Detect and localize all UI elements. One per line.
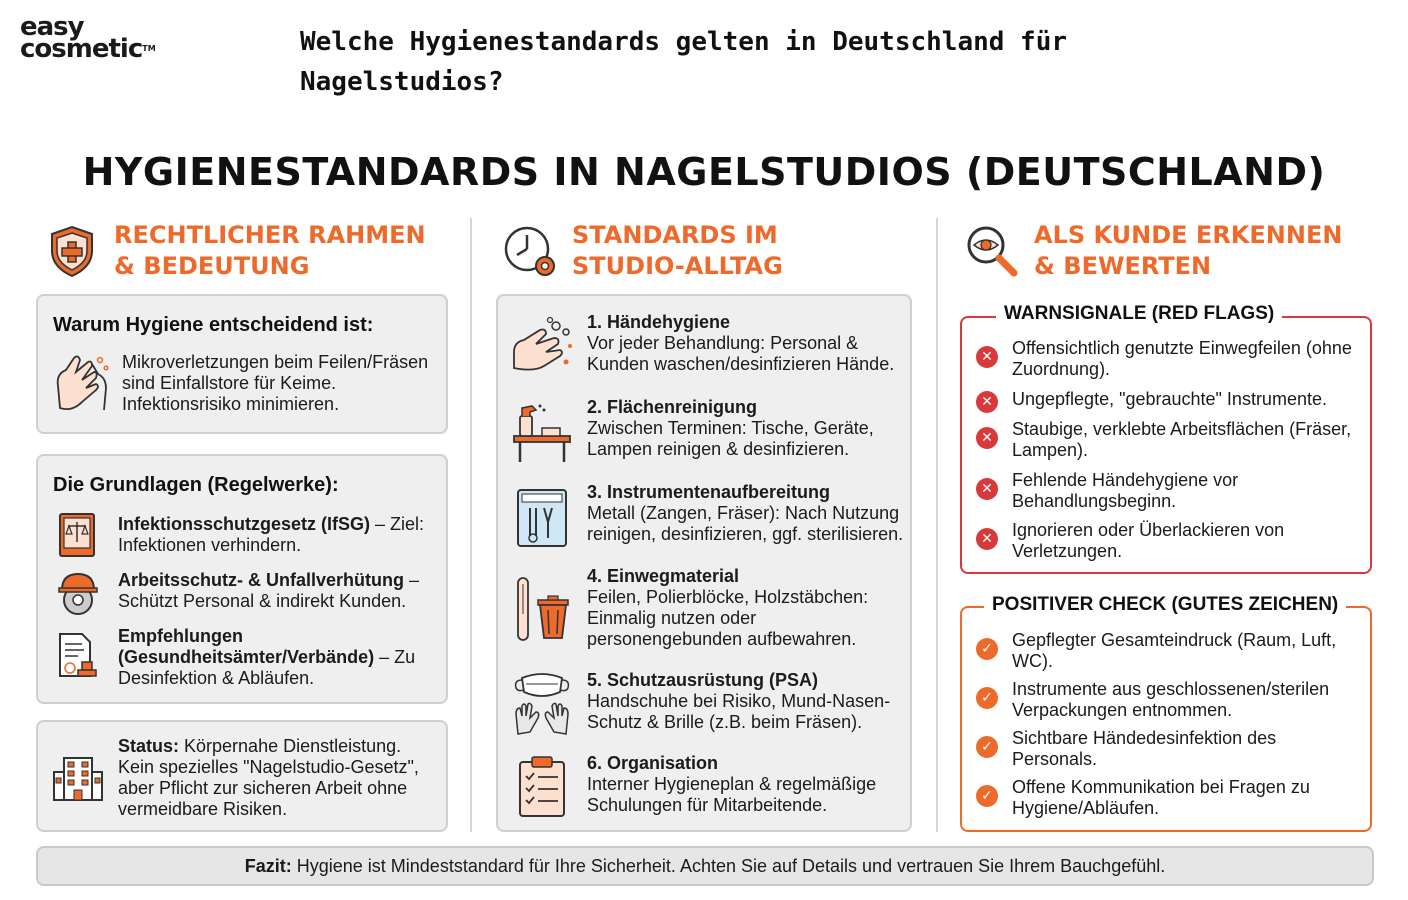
positive-check-text: Offene Kommunikation bei Fragen zu Hygiene/Abläufen. bbox=[1012, 777, 1310, 818]
standards-box bbox=[496, 294, 912, 832]
regulation-item-empfehlungen bbox=[118, 626, 438, 689]
magnifier-eye-icon bbox=[964, 223, 1020, 279]
hand-wash-icon bbox=[510, 316, 574, 376]
why-hygiene-text: Mikroverletzungen beim Feilen/Fräsen sind Einfallstore für Keime. Infektionsrisiko minimieren. bbox=[122, 352, 429, 414]
red-flag-text: Staubige, verklebte Arbeitsflächen (Fräser, Lampen). bbox=[1012, 419, 1352, 460]
red-flag-item bbox=[976, 338, 1362, 380]
right-heading-text: ALS KUNDE ERKENNEN & BEWERTEN bbox=[1034, 221, 1343, 280]
column-divider-2 bbox=[936, 218, 938, 832]
regulation-item-ifsg bbox=[118, 514, 438, 556]
red-flag-text: Offensichtlich genutzte Einwegfeilen (ohne Zuordnung). bbox=[1012, 338, 1352, 379]
x-circle-icon: ✕ bbox=[976, 427, 998, 449]
left-heading-text: RECHTLICHER RAHMEN & BEDEUTUNG bbox=[114, 221, 426, 280]
status-label: Status: bbox=[118, 736, 180, 756]
regulation-arbeitsschutz-text: – Schützt Personal & indirekt Kunden. bbox=[118, 570, 420, 611]
standard-item-title: 3. Instrumentenaufbereitung bbox=[587, 482, 831, 502]
standard-item-organisation bbox=[587, 753, 907, 816]
spray-table-icon bbox=[510, 400, 574, 464]
positive-check-text: Gepflegter Gesamteindruck (Raum, Luft, WC). bbox=[1012, 630, 1337, 671]
right-column-heading bbox=[964, 220, 1342, 282]
standard-item-text: Handschuhe bei Risiko, Mund-Nasen-Schutz & Brille (z.B. beim Fräsen). bbox=[587, 691, 891, 732]
law-book-icon bbox=[56, 510, 100, 560]
standard-item-einwegmaterial bbox=[587, 566, 907, 650]
positive-check-text: Instrumente aus geschlossenen/sterilen Verpackungen entnommen. bbox=[1012, 679, 1330, 720]
middle-heading-text: STANDARDS IM STUDIO-ALLTAG bbox=[572, 221, 783, 280]
red-flag-text: Ignorieren oder Überlackieren von Verletzungen. bbox=[1012, 520, 1285, 561]
page-question: Welche Hygienestandards gelten in Deutschland für Nagelstudios? bbox=[300, 27, 1068, 97]
clock-gear-icon bbox=[502, 223, 558, 279]
logo-tm: TM bbox=[142, 44, 156, 53]
middle-column-heading bbox=[502, 220, 783, 282]
x-circle-icon: ✕ bbox=[976, 478, 998, 500]
check-circle-icon: ✓ bbox=[976, 736, 998, 758]
column-divider-1 bbox=[470, 218, 472, 832]
standard-item-title: 2. Flächenreinigung bbox=[587, 397, 758, 417]
standard-item-schutzausruestung bbox=[587, 670, 907, 733]
check-circle-icon: ✓ bbox=[976, 687, 998, 709]
conclusion-bar bbox=[36, 846, 1374, 886]
positive-check-title: POSITIVER CHECK (GUTES ZEICHEN) bbox=[984, 594, 1346, 616]
positive-check-item bbox=[976, 630, 1362, 672]
regulation-ifsg-text: – Ziel: Infektionen verhindern. bbox=[118, 514, 425, 555]
x-circle-icon: ✕ bbox=[976, 391, 998, 413]
regulation-item-arbeitsschutz bbox=[118, 570, 438, 612]
x-circle-icon: ✕ bbox=[976, 528, 998, 550]
why-hygiene-box bbox=[36, 294, 448, 434]
status-text bbox=[118, 736, 438, 820]
clipboard-icon bbox=[516, 754, 568, 820]
standard-item-instrumentenaufbereitung bbox=[587, 482, 907, 545]
standard-item-flaechenreinigung bbox=[587, 397, 907, 460]
standard-item-text: Metall (Zangen, Fräser): Nach Nutzung reinigen, desinfizieren, ggf. sterilisieren. bbox=[587, 503, 904, 544]
standard-item-text: Zwischen Terminen: Tische, Geräte, Lampen reinigen & desinfizieren. bbox=[587, 418, 874, 459]
positive-check-item bbox=[976, 679, 1362, 721]
status-description: Körpernahe Dienstleistung. Kein spezielles "Nagelstudio-Gesetz", aber Pflicht zur sicheren Arbeit ohne vermeidbare Risiken. bbox=[118, 736, 419, 819]
infographic-title: HYGIENESTANDARDS IN NAGELSTUDIOS (DEUTSCHLAND) bbox=[82, 150, 1326, 194]
helmet-gear-icon bbox=[56, 568, 100, 616]
regulation-empfehlungen-name: Empfehlungen (Gesundheitsämter/Verbände) bbox=[118, 626, 375, 667]
conclusion-text: Hygiene ist Mindeststandard für Ihre Sicherheit. Achten Sie auf Details und vertrauen Sie Ihrem Bauchgefühl. bbox=[291, 856, 1166, 876]
red-flag-text: Fehlende Händehygiene vor Behandlungsbeginn. bbox=[1012, 470, 1239, 511]
red-flags-title: WARNSIGNALE (RED FLAGS) bbox=[996, 303, 1282, 325]
shield-cross-icon bbox=[44, 223, 100, 279]
standard-item-text: Interner Hygieneplan & regelmäßige Schulungen für Mitarbeitende. bbox=[587, 774, 877, 815]
standard-item-title: 6. Organisation bbox=[587, 753, 719, 773]
regulation-empfehlungen-text: – Zu Desinfektion & Abläufen. bbox=[118, 647, 416, 688]
logo-line-2: cosmetic bbox=[20, 34, 143, 64]
regulation-ifsg-name: Infektionsschutzgesetz (IfSG) bbox=[118, 514, 371, 534]
building-icon bbox=[52, 754, 104, 804]
check-circle-icon: ✓ bbox=[976, 638, 998, 660]
why-hygiene-title: Warum Hygiene entscheidend ist: bbox=[53, 314, 374, 336]
check-circle-icon: ✓ bbox=[976, 785, 998, 807]
standard-item-title: 1. Händehygiene bbox=[587, 312, 731, 332]
regulations-box bbox=[36, 454, 448, 704]
red-flag-item bbox=[976, 470, 1362, 512]
standard-item-haendehygiene bbox=[587, 312, 907, 375]
red-flag-item bbox=[976, 419, 1362, 461]
red-flag-item bbox=[976, 389, 1362, 413]
regulations-title: Die Grundlagen (Regelwerke): bbox=[53, 474, 339, 496]
left-column-heading bbox=[44, 220, 426, 282]
mask-gloves-icon bbox=[512, 668, 572, 738]
status-box bbox=[36, 720, 448, 832]
standard-item-title: 4. Einwegmaterial bbox=[587, 566, 740, 586]
document-stamp-icon bbox=[56, 630, 100, 682]
standard-item-title: 5. Schutzausrüstung (PSA) bbox=[587, 670, 819, 690]
conclusion-label: Fazit: bbox=[244, 856, 292, 876]
standard-item-text: Vor jeder Behandlung: Personal & Kunden waschen/desinfizieren Hände. bbox=[587, 333, 895, 374]
positive-check-text: Sichtbare Händedesinfektion des Personals. bbox=[1012, 728, 1277, 769]
hands-washing-icon bbox=[52, 350, 112, 416]
red-flag-item bbox=[976, 520, 1362, 562]
red-flag-text: Ungepflegte, "gebrauchte" Instrumente. bbox=[1012, 389, 1327, 409]
positive-check-item bbox=[976, 777, 1362, 819]
regulation-arbeitsschutz-name: Arbeitsschutz- & Unfallverhütung bbox=[118, 570, 405, 590]
logo-line-1: easy bbox=[20, 12, 84, 42]
easy-cosmetic-logo bbox=[20, 12, 156, 64]
positive-check-item bbox=[976, 728, 1362, 770]
file-bin-icon bbox=[512, 574, 572, 644]
standard-item-text: Feilen, Polierblöcke, Holzstäbchen: Einmalig nutzen oder personengebunden aufbewahren. bbox=[587, 587, 869, 649]
x-circle-icon: ✕ bbox=[976, 346, 998, 368]
sterile-pack-icon bbox=[514, 486, 570, 550]
